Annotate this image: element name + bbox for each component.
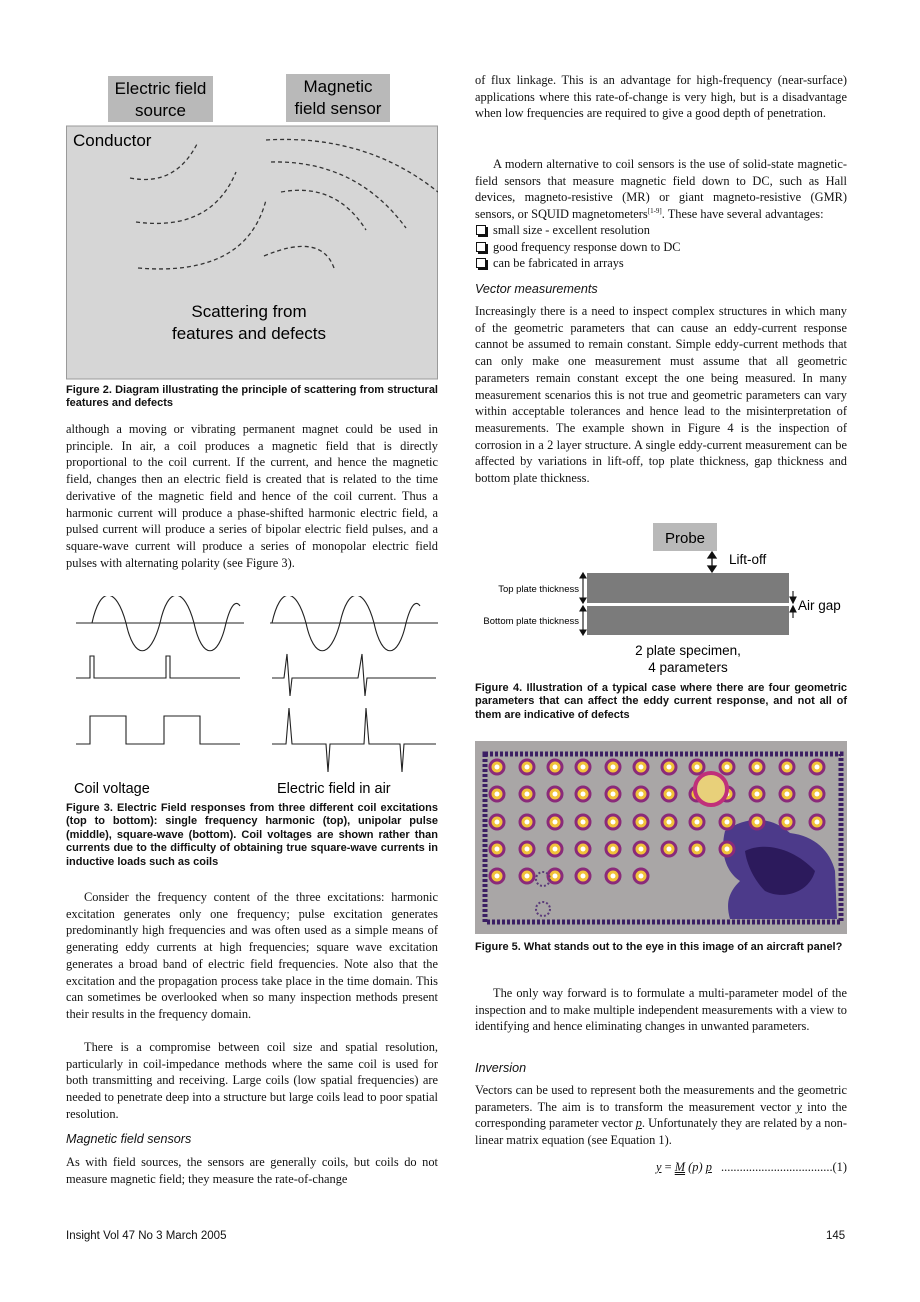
rivet-center: [785, 792, 790, 797]
equation-number: ....................................(1): [721, 1160, 847, 1174]
rivet-center: [611, 874, 616, 879]
rivet-center: [695, 847, 700, 852]
rivet-center: [553, 765, 558, 770]
rivet-center: [725, 820, 730, 825]
rivet-center: [695, 820, 700, 825]
checkbox-bullet-icon: [476, 225, 486, 235]
electric-source-label-2: source: [134, 101, 187, 120]
air-gap-label: Air gap: [798, 598, 841, 613]
figure-5-caption: Figure 5. What stands out to the eye in this image of an aircraft panel?: [475, 941, 843, 953]
rivet-center: [495, 874, 500, 879]
probe-label: Probe: [664, 530, 706, 547]
coil-voltage-label: Coil voltage: [74, 781, 150, 797]
equation-1: [620, 1160, 847, 1175]
reference-citation: [1-9]: [647, 206, 662, 215]
rivet-center: [815, 820, 820, 825]
rivet-center: [611, 820, 616, 825]
figure-4-diagram: [475, 520, 847, 680]
rivet-center: [639, 765, 644, 770]
rivet-center: [667, 792, 672, 797]
rivet-center: [553, 820, 558, 825]
vector-y: y: [796, 1099, 802, 1114]
aircraft-panel-scan-image: [475, 741, 847, 934]
electric-field-label: Electric field in air: [277, 781, 391, 797]
section-heading-inversion: Inversion: [475, 1061, 527, 1075]
right-paragraph-5-mid: into the corresponding parameter vector: [475, 1099, 848, 1131]
list-item-label: small size - excellent resolution: [493, 223, 650, 237]
electric-source-label-1: Electric field: [114, 79, 207, 98]
rivet-center: [581, 792, 586, 797]
rivet-center: [667, 820, 672, 825]
scatter-label-2: features and defects: [171, 324, 327, 343]
list-item: [475, 239, 847, 256]
right-paragraph-4: The only way forward is to formulate a multi-parameter model of the inspection and to make multiple independent measurements with a view to identifying and hence eliminating changes in unwanted parameters.: [475, 986, 847, 1034]
checkbox-bullet-icon: [476, 258, 486, 268]
rivet-center: [553, 847, 558, 852]
rivet-center: [581, 874, 586, 879]
top-plate: [587, 573, 789, 603]
figure-3-waveforms: [66, 596, 438, 800]
rivet-center: [525, 874, 530, 879]
figure-4: [475, 520, 847, 680]
rivet-center: [525, 847, 530, 852]
rivet-center: [553, 792, 558, 797]
rivet-center: [785, 820, 790, 825]
left-paragraph-2: Consider the frequency content of the three excitations: harmonic excitation generates only one frequency; pulse excitation generates predominantly high frequencies and was often used as a simple means of generating eddy currents at high frequencies; square wave excitation generates a broad band of electric field frequencies. Note also that the excitation and the propagation process take place in the time domain. This can sometimes be overlooked when so many inspection methods present their results in the frequency domain.: [66, 890, 438, 1021]
rivet-center: [695, 765, 700, 770]
rivet-center: [755, 765, 760, 770]
rivet-center: [611, 847, 616, 852]
figure-2-caption: Figure 2. Diagram illustrating the principle of scattering from structural features and defects: [66, 384, 438, 410]
rivet-center: [667, 847, 672, 852]
rivet-center: [639, 792, 644, 797]
equation-equals: =: [664, 1160, 672, 1174]
scatter-label-1: Scattering from: [191, 302, 307, 321]
figure-3-caption: Figure 3. Electric Field responses from three different coil excitations (top to bottom): single frequency harmonic (top), unipolar pulse (middle), square-wave (bottom). Coil voltages are shown rather than currents due to the difficulty of obtaining true square-wave currents in inductive loads such as coils: [66, 802, 438, 868]
list-item: [475, 255, 847, 272]
equation-p: p: [705, 1160, 712, 1174]
specimen-label-1: 2 plate specimen,: [635, 643, 741, 658]
rivet-center: [667, 765, 672, 770]
rivet-center: [495, 765, 500, 770]
rivet-center: [639, 874, 644, 879]
figure-3: [66, 596, 438, 800]
vector-p: p: [635, 1116, 642, 1131]
right-paragraph-2-text: A modern alternative to coil sensors is the use of solid-state magnetic-field sensors that measure magnetic field down to DC, such as Hall devices, magneto-resistive (MR) or giant magneto-resistive (GMR) sensors, or SQUID magnetometers: [475, 157, 847, 222]
left-paragraph-4: As with field sources, the sensors are generally coils, but coils do not measure magnetic field; they measure the rate-of-change: [66, 1155, 438, 1186]
right-paragraph-3: Increasingly there is a need to inspect complex structures in which many of the geometric parameters that can cause an eddy-current response cannot be assumed to remain constant. Simple eddy-current methods that can only make one measurement must assume that all geometric parameters remain constant except the one being measured. In many measurement scenarios this is not true and geometric parameters can vary within acceptable tolerances and hence lead to the misinterpretation of measurements. The example shown in Figure 4 is the inspection of corrosion in a 2 layer structure. A single eddy-current measurement can be affected by variations in lift-off, top plate thickness, gap thickness and bottom plate thickness.: [475, 304, 847, 486]
rivet-center: [611, 765, 616, 770]
rivet-center: [639, 847, 644, 852]
equation-matrix: M: [674, 1160, 686, 1174]
magnetic-sensor-label-1: Magnetic: [303, 77, 373, 96]
rivet-center: [815, 765, 820, 770]
bottom-plate: [587, 606, 789, 635]
right-paragraph-5-text: Vectors can be used to represent both the measurements and the geometric parameters. The aim is to transform the measurement vector: [475, 1083, 847, 1114]
equation-y: y: [656, 1160, 662, 1174]
right-paragraph-5-tail: . Unfortunately they are related by a non-linear matrix equation (see Equation 1).: [475, 1116, 847, 1148]
figure-2: [66, 72, 438, 382]
rivet-center: [755, 792, 760, 797]
rivet-center: [553, 874, 558, 879]
right-paragraph-2: [475, 156, 847, 223]
figure-5: [475, 741, 847, 934]
equation-argument: (p): [688, 1160, 703, 1174]
right-paragraph-1: of flux linkage. This is an advantage for high-frequency (near-surface) applications where this rate-of-change is very high, but is a disadvantage when low frequencies are required to give a good depth of penetration.: [475, 73, 847, 121]
rivet-center: [581, 765, 586, 770]
footer-journal: Insight Vol 47 No 3 March 2005: [66, 1230, 227, 1242]
list-item-label: can be fabricated in arrays: [493, 256, 624, 271]
figure-2-diagram: [66, 72, 438, 382]
rivet-center: [495, 847, 500, 852]
figure-4-caption: Figure 4. Illustration of a typical case where there are four geometric parameters that can affect the eddy current response, and not all of them are indicative of defects: [475, 682, 847, 721]
rivet-center: [785, 765, 790, 770]
rivet-center: [755, 820, 760, 825]
rivet-center: [495, 820, 500, 825]
advantages-list: [475, 222, 847, 272]
top-plate-label: Top plate thickness: [498, 584, 579, 595]
rivet-center: [581, 820, 586, 825]
specimen-label-2: 4 parameters: [648, 660, 728, 675]
section-heading-magnetic-sensors: Magnetic field sensors: [66, 1132, 192, 1146]
list-item-label: good frequency response down to DC: [493, 239, 681, 254]
liftoff-arrow: [708, 552, 716, 572]
left-paragraph-1: although a moving or vibrating permanent magnet could be used in principle. In air, a coil produces a magnetic field that is directly proportional to the coil current. If the current, and hence the magnetic field, changes then an electric field is created that is related to the time derivative of the magnetic field and hence of the coil current. Thus a harmonic current will produce a phase-shifted harmonic electric field, a pulsed current will produce a series of bipolar electric field pulses, and a square-wave current will produce a series of monopolar electric field pulses with alternating polarity (see Figure 3).: [66, 422, 438, 570]
section-heading-vector: Vector measurements: [475, 282, 598, 296]
rivet-center: [525, 820, 530, 825]
conductor-label: Conductor: [73, 131, 152, 150]
bottom-plate-label: Bottom plate thickness: [483, 616, 579, 627]
left-paragraph-3: There is a compromise between coil size and spatial resolution, particularly in coil-impedance methods where the same coil is used for both transmitting and receiving. Large coils (low spatial frequencies) are needed to penetrate deep into a structure but large coils lead to poor spatial resolution.: [66, 1040, 438, 1121]
rivet-center: [725, 847, 730, 852]
liftoff-label: Lift-off: [729, 552, 767, 567]
large-anomaly-mark: [695, 773, 727, 805]
page-number: 145: [826, 1230, 846, 1242]
rivet-center: [815, 792, 820, 797]
rivet-center: [639, 820, 644, 825]
rivet-center: [581, 847, 586, 852]
rivet-center: [611, 792, 616, 797]
rivet-center: [495, 792, 500, 797]
rivet-center: [525, 765, 530, 770]
right-paragraph-2-tail: . These have several advantages:: [661, 207, 824, 222]
checkbox-bullet-icon: [476, 242, 486, 252]
rivet-center: [725, 765, 730, 770]
rivet-center: [525, 792, 530, 797]
list-item: [475, 222, 847, 239]
magnetic-sensor-label-2: field sensor: [294, 99, 382, 118]
right-paragraph-5: [475, 1082, 847, 1149]
